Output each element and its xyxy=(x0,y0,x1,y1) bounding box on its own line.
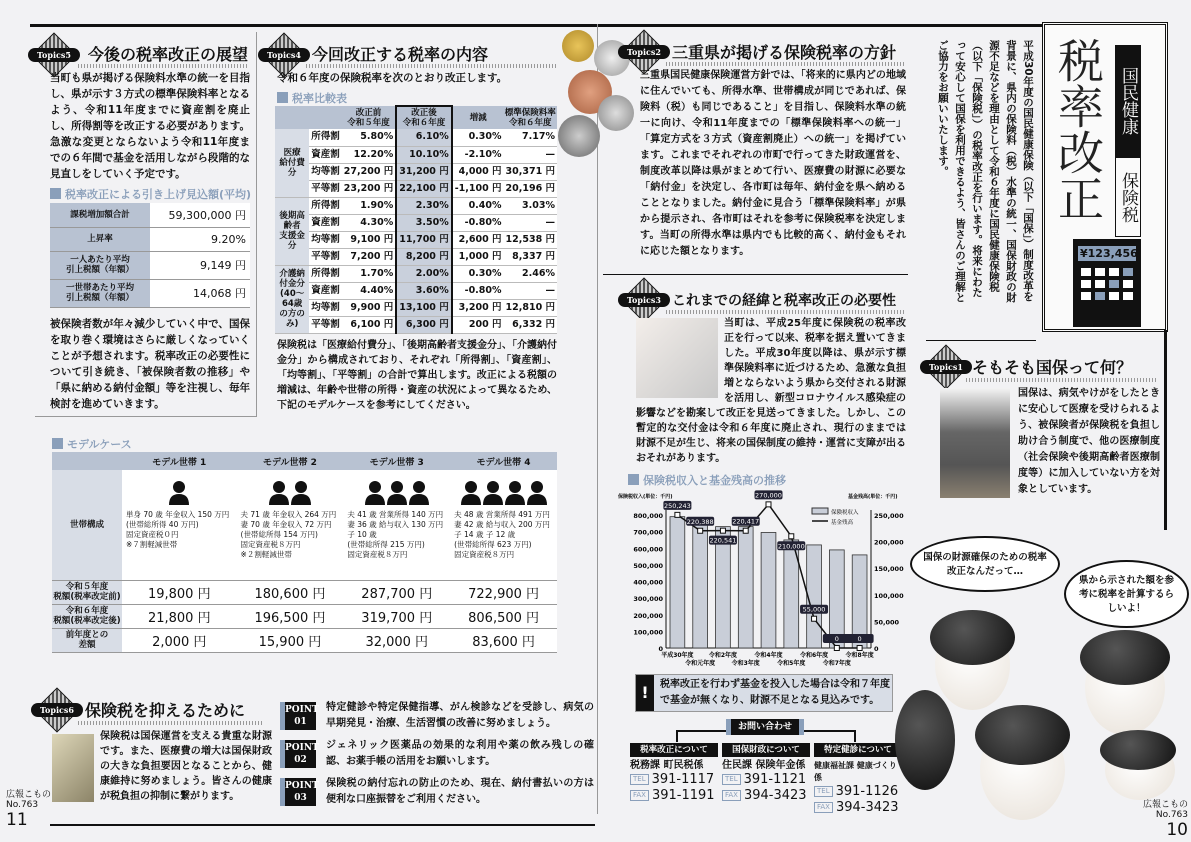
table-cell: — xyxy=(504,214,557,231)
table-cell: 4.40% xyxy=(342,282,396,299)
contact-department: 住民課 保険年金係 xyxy=(722,760,806,771)
table-header xyxy=(275,106,557,129)
group-label: 医療 給付費分 xyxy=(275,129,309,197)
table-cell: 10.10% xyxy=(396,146,451,163)
fund-point xyxy=(857,646,862,651)
masthead-title: 税率改正 xyxy=(1051,37,1105,221)
table-header xyxy=(52,452,557,470)
person-icon xyxy=(460,479,482,505)
column-header: モデル世帯 3 xyxy=(343,452,450,470)
warning-text: 税率改正を行わず基金を投入した場合は令和７年度で基金が無くなり、財源不足となる見込みです。 xyxy=(660,679,890,706)
column-header: 改正前 令和５年度 xyxy=(342,106,396,129)
table-cell: -2.10% xyxy=(452,146,504,163)
person-icon xyxy=(386,479,408,505)
household-icons xyxy=(237,470,344,510)
point-badge xyxy=(280,778,319,806)
table-row xyxy=(275,231,557,248)
tel-icon: TEL xyxy=(630,774,649,785)
household-icons xyxy=(343,470,450,510)
table-cell: 0.30% xyxy=(452,265,504,282)
y-right-tick-label: 150,000 xyxy=(874,565,904,574)
revenue-bar xyxy=(693,520,708,648)
household-description: 夫 48 歳 営業所得 491 万円 妻 42 歳 給与収入 200 万円 子 14 歳 子 12 歳 (世帯総所得 623 万円) 固定資産税８万円 xyxy=(450,510,557,580)
divider xyxy=(603,274,908,275)
table-cell: 6,100 円 xyxy=(342,316,396,333)
table-cell: 7,200 円 xyxy=(342,248,396,265)
y-tick-label: 700,000 xyxy=(633,528,663,537)
tel-icon: TEL xyxy=(722,774,741,785)
row-value: 14,068 円 xyxy=(150,279,250,307)
fund-label: 210,000 xyxy=(777,542,805,551)
fax-number: 394-3423 xyxy=(743,788,807,803)
y-right-tick-label: 0 xyxy=(874,645,879,653)
table-row xyxy=(275,299,557,316)
table-cell: 12.20% xyxy=(342,146,396,163)
table-cell: 3.60% xyxy=(396,282,451,299)
masthead xyxy=(1042,22,1168,332)
topics4-body: 保険税は「医療給付費分」、「後期高齢者支援金分」、「介護納付金分」から構成されており、それぞれ「所得割」、「資産割」、「均等割」、「平等割」の合計で算出します。改正による税額の増減は、年齢や世帯の所得・資産の状況によって異なるため、下記のモデルケースを参考にしてください。 xyxy=(277,340,557,411)
table-cell: — xyxy=(504,282,557,299)
fund-point xyxy=(766,502,771,507)
fax-icon: FAX xyxy=(630,790,649,801)
table-cell: -0.80% xyxy=(452,282,504,299)
y-tick-label: 500,000 xyxy=(633,561,663,570)
table-cell: -1,100 円 xyxy=(452,180,504,197)
topics6-title: 保険税を抑えるために xyxy=(85,701,246,720)
row-label: 前年度との 差額 xyxy=(52,628,122,652)
revenue-bar xyxy=(807,545,822,648)
y-right-tick-label: 250,000 xyxy=(874,512,904,520)
fund-point xyxy=(812,616,817,621)
x-tick-label: 令和3年度 xyxy=(731,660,760,667)
page-number: 11 xyxy=(6,810,28,830)
row-value: 9.20% xyxy=(150,227,250,251)
person-icon xyxy=(364,479,386,505)
y-tick-label: 100,000 xyxy=(633,628,663,637)
contact-heading: 国保財政について xyxy=(722,743,810,757)
table-cell: 2.30% xyxy=(396,197,451,214)
fund-point xyxy=(789,534,794,539)
table-cell: 3,200 円 xyxy=(452,299,504,316)
fund-label: 55,000 xyxy=(802,605,826,614)
table-cell: 2,600 円 xyxy=(452,231,504,248)
table-cell: 21,800 円 xyxy=(122,604,237,628)
table-cell: 83,600 円 xyxy=(450,628,557,652)
topics3-title: これまでの経緯と税率改正の必要性 xyxy=(672,293,896,309)
point-text: 保険税の納付忘れの防止のため、現在、納付書払いの方は便利な口座振替をご利用ください。 xyxy=(326,778,594,805)
increase-row xyxy=(50,251,250,279)
fax-number: 391-1191 xyxy=(651,788,715,803)
increase-row xyxy=(50,203,250,227)
topics5-subtitle: 税率改正による引き上げ見込額(平均) xyxy=(50,186,251,202)
topics6-badge xyxy=(35,688,79,732)
fund-point xyxy=(720,528,725,533)
table-cell: 180,600 円 xyxy=(237,580,344,604)
group-label: 後期高齢者 支援金分 xyxy=(275,197,309,265)
y-tick-label: 300,000 xyxy=(633,595,663,604)
frame-line xyxy=(1164,330,1167,530)
table-row xyxy=(275,146,557,163)
fund-label: 220,388 xyxy=(686,517,714,526)
table-cell: 所得割 xyxy=(309,129,342,146)
table-cell: 平等割 xyxy=(309,180,342,197)
lead-text: 平成30年度の国民健康保険（以下「国保」）制度改革を背景に、県内の保険料（税）水準の統一、国保財政の財源不足などを理由として令和６年度に国民健康保険税（以下「保険税」）の税率改正を行います。将来にわたって安心して国保を利用できるよう、皆さんのご理解とご協力をお願いいたします。 xyxy=(937,40,1034,303)
revenue-bar xyxy=(670,517,685,648)
table-cell: 200 円 xyxy=(452,316,504,333)
y-right-tick-label: 50,000 xyxy=(874,618,900,627)
table-cell: 所得割 xyxy=(309,197,342,214)
table-row xyxy=(275,282,557,299)
issue-number: No.763 xyxy=(6,800,39,810)
table-row xyxy=(275,214,557,231)
point-label: POINT xyxy=(285,705,319,715)
table-cell: 9,100 円 xyxy=(342,231,396,248)
y-tick-label: 0 xyxy=(658,645,663,653)
publication-name: 広報こもの xyxy=(1142,800,1188,810)
point-text: ジェネリック医薬品の効果的な利用や薬の飲み残しの確認、お薬手帳の活用をお願いします。 xyxy=(326,740,594,767)
fax-icon: FAX xyxy=(814,802,833,813)
increase-table xyxy=(50,203,250,308)
table-cell: 6,332 円 xyxy=(504,316,557,333)
table-cell: 1.90% xyxy=(342,197,396,214)
table-cell: 1,000 円 xyxy=(452,248,504,265)
group-label: 介護納付金分 (40～64歳 の方のみ) xyxy=(275,265,309,333)
badge-label: Topics6 xyxy=(31,703,83,717)
tel-number[interactable]: 391-1117 xyxy=(651,772,715,787)
table-cell: 0.30% xyxy=(452,129,504,146)
fund-label: 0 xyxy=(834,635,839,643)
divider xyxy=(926,340,1036,341)
topics1-badge xyxy=(924,345,968,389)
table-cell: 3.50% xyxy=(396,214,451,231)
contact-card xyxy=(814,743,902,816)
topics4-title: 今回改正する税率の内容 xyxy=(312,45,489,64)
fund-point xyxy=(698,528,703,533)
contact-heading: 特定健診について xyxy=(814,743,902,757)
table-cell: 27,200 円 xyxy=(342,163,396,180)
person-icon xyxy=(504,479,526,505)
topics4-intro: 令和６年度の保険税率を次のとおり改正します。 xyxy=(277,72,508,84)
y-axis-label: 保険税収入(単位：千円) xyxy=(618,494,673,500)
table-cell: 均等割 xyxy=(309,299,342,316)
top-rule xyxy=(30,24,1160,27)
issue-number: No.763 xyxy=(1155,810,1188,820)
topics1-body: 国保は、病気やけがをしたときに安心して医療を受けられるよう、被保険者が保険税を負担し助け合う制度で、他の医療制度（社会保険や後期高齢者医療制度等）に加入していない方を対象としています。 xyxy=(1018,388,1160,495)
point-label: POINT xyxy=(285,743,319,753)
badge-label: Topics4 xyxy=(258,48,310,62)
table-cell: 15,900 円 xyxy=(237,628,344,652)
column-header: 増減 xyxy=(452,106,504,129)
y-tick-label: 400,000 xyxy=(633,578,663,587)
speech-bubble-2: 県から示された額を参考に税率を計算するらしいよ！ xyxy=(1064,560,1189,628)
table-cell: 4,000 円 xyxy=(452,163,504,180)
table-cell: 0.40% xyxy=(452,197,504,214)
x-tick-label: 平成30年度 xyxy=(661,652,694,659)
table-cell: 13,100 円 xyxy=(396,299,451,316)
row-label: 一世帯あたり平均 引上税額（年額） xyxy=(50,279,150,307)
chart-title: 保険税収入と基金残高の推移 xyxy=(628,472,786,488)
footer-right xyxy=(1138,800,1188,840)
row-label: 令和５年度 税額(税率改定前) xyxy=(53,582,121,602)
topics5-body: 当町も県が掲げる保険料水準の統一を目指し、県が示す３方式の標準保険料率となるよう、令和11年度までに資産割を廃止し、所得割等を改正する必要があります。急激な変更とならないよう令和11年度までの６年間で基金を活用しながら段階的な見直しをしていく予定です。 xyxy=(50,72,250,180)
topics5-body2: 被保険者数が年々減少していく中で、国保を取り巻く環境はさらに厳しくなっていくことが予想されます。税率改正の必要性について引き続き、「被保険者数の推移」や「県に納める納付金額」等を注視し、毎年検討を進めていきます。 xyxy=(50,318,250,410)
table-cell: 4.30% xyxy=(342,214,396,231)
publication-name: 広報こもの xyxy=(6,790,52,800)
revenue-bar xyxy=(738,527,753,648)
fund-point xyxy=(675,512,680,517)
table-row xyxy=(52,628,557,652)
table-cell: 2.46% xyxy=(504,265,557,282)
table-cell: — xyxy=(504,146,557,163)
table-cell: 1.70% xyxy=(342,265,396,282)
column-header: モデル世帯 4 xyxy=(450,452,557,470)
row-label: 上昇率 xyxy=(50,227,150,251)
household-description: 夫 71 歳 年金収入 264 万円 妻 70 歳 年金収入 72 万円 (世帯総所得 154 万円) 固定資産税８万円 ※２割軽減世帯 xyxy=(237,510,344,580)
crutch-photo xyxy=(940,388,1010,498)
household-description: 単身 70 歳 年金収入 150 万円 (世帯総所得 40 万円) 固定資産税０円 ※７割軽減世帯 xyxy=(122,510,237,580)
point-label: POINT xyxy=(285,781,319,791)
topics2-title: 三重県が掲げる保険税率の方針 xyxy=(672,43,897,62)
fund-label: 250,243 xyxy=(663,501,691,510)
row-label: 世帯構成 xyxy=(52,470,122,580)
point-number: 01 xyxy=(294,717,307,727)
table-cell: 319,700 円 xyxy=(343,604,450,628)
footer-left xyxy=(6,790,51,830)
contact-card xyxy=(630,743,718,804)
person-icon xyxy=(290,479,312,505)
table-cell: 平等割 xyxy=(309,248,342,265)
x-tick-label: 令和4年度 xyxy=(754,652,783,659)
table-row xyxy=(275,197,557,214)
table-cell: 11,700 円 xyxy=(396,231,451,248)
table-cell: 所得割 xyxy=(309,265,342,282)
badge-label: Topics3 xyxy=(618,293,670,307)
contact-department: 健康福祉課 健康づくり係 xyxy=(814,761,897,782)
table-row xyxy=(275,163,557,180)
table-row xyxy=(275,265,557,282)
column-header: 改正後 令和６年度 xyxy=(396,106,451,129)
table-cell: 6,300 円 xyxy=(396,316,451,333)
point-number: 03 xyxy=(294,793,307,803)
table-cell: 均等割 xyxy=(309,231,342,248)
topics6-body: 保険税は国保運営を支える貴重な財源です。また、医療費の増大は国保財政の大きな負担要因となることから、健康維持に努めましょう。皆さんの健康が税負担の抑制に繋がります。 xyxy=(100,731,272,802)
household-description: 夫 41 歳 営業所得 140 万円 妻 36 歳 給与収入 130 万円 子 10 歳 (世帯総所得 215 万円) 固定資産税８万円 xyxy=(343,510,450,580)
table-cell: 資産割 xyxy=(309,146,342,163)
increase-row xyxy=(50,279,250,307)
person-icon xyxy=(526,479,548,505)
y-tick-label: 200,000 xyxy=(633,611,663,620)
x-tick-label: 令和5年度 xyxy=(777,660,806,667)
table-cell: -0.80% xyxy=(452,214,504,231)
x-tick-label: 令和元年度 xyxy=(685,660,716,667)
masthead-side1: 国民健康 xyxy=(1115,45,1141,157)
topics2-body: 三重県国民健康保険運営方針では、「将来的に県内どの地域に住んでいても、所得水準、世帯構成が同じであれば、保険料（税）も同じであること」を目指し、保険料水準の統一に向け、令和11年度までの「標準保険料率への統一」「算定方式を３方式（資産割廃止）への統一」を掲げています。これまでそれぞれの市町で行ってきた財政運営を、制度改革以降は県がまとめて行い、医療費の財源に必要な「納付金」を決定し、各市町は毎年、納付金を県へ納めることとなりました。納付金に見合う「標準保険料率」が県から提示され、各市町はそれを参考に保険税率を決定します。当町の所得水準は県内でも比較的高く、納付金もそれに応じた額となります。 xyxy=(640,70,906,257)
table-row xyxy=(52,510,557,580)
person-icon xyxy=(268,479,290,505)
table-row xyxy=(275,316,557,333)
y-right-tick-label: 200,000 xyxy=(874,538,904,547)
x-tick-label: 令和2年度 xyxy=(708,652,738,659)
fund-point xyxy=(743,528,748,533)
revenue-bar xyxy=(829,550,844,648)
rate-comparison-table xyxy=(275,105,557,334)
fund-point xyxy=(834,646,839,651)
y-tick-label: 800,000 xyxy=(633,512,663,520)
calculator-icon xyxy=(1073,239,1141,327)
revenue-fund-chart xyxy=(616,488,904,673)
tel-number[interactable]: 391-1121 xyxy=(743,772,807,787)
medicine-photo xyxy=(52,734,94,802)
badge-label: Topics2 xyxy=(618,45,670,59)
contact-title: お問い合わせ xyxy=(726,719,804,735)
tel-number[interactable]: 391-1126 xyxy=(835,784,899,799)
table-cell: 7.17% xyxy=(504,129,557,146)
table-cell: 2.00% xyxy=(396,265,451,282)
legend-label: 保険税収入 xyxy=(831,510,859,516)
x-tick-label: 令和6年度 xyxy=(799,652,829,659)
row-value: 9,149 円 xyxy=(150,251,250,279)
table-row xyxy=(52,580,557,604)
household-icons xyxy=(122,470,237,510)
person-icon xyxy=(168,479,190,505)
x-tick-label: 令和7年度 xyxy=(822,660,851,667)
rate-table-subtitle: 税率比較表 xyxy=(277,90,347,106)
row-label: 一人あたり平均 引上税額（年額） xyxy=(50,251,150,279)
table-row xyxy=(52,470,557,510)
table-cell: 31,200 円 xyxy=(396,163,451,180)
topics1-title: そもそも国保って何？ xyxy=(972,358,1133,377)
contact-heading: 税率改正について xyxy=(630,743,718,757)
contact-department: 税務課 町民税係 xyxy=(630,760,704,771)
table-cell: 23,200 円 xyxy=(342,180,396,197)
y-axis-right-label: 基金残高(単位：千円) xyxy=(848,494,898,500)
y-right-tick-label: 100,000 xyxy=(874,591,904,600)
table-cell: 8,337 円 xyxy=(504,248,557,265)
point-number: 02 xyxy=(294,755,307,765)
column-header: 標準保険料率 令和６年度 xyxy=(504,107,556,128)
table-cell: 32,000 円 xyxy=(343,628,450,652)
table-cell: 12,538 円 xyxy=(504,231,557,248)
calculator-display: ¥123,456 xyxy=(1080,247,1138,260)
point-badge xyxy=(280,740,319,768)
topics3-body xyxy=(636,316,906,466)
column-header: モデル世帯 2 xyxy=(237,452,344,470)
revenue-bar xyxy=(761,532,776,648)
table-cell: 806,500 円 xyxy=(450,604,557,628)
table-row xyxy=(275,129,557,146)
table-cell: 196,500 円 xyxy=(237,604,344,628)
household-icons xyxy=(450,470,557,510)
speech-bubble-1: 国保の財源確保のための税率改正なんだって… xyxy=(910,536,1060,592)
x-tick-label: 令和8年度 xyxy=(845,652,874,659)
fund-label: 270,000 xyxy=(755,491,782,500)
tel-icon: TEL xyxy=(814,786,833,797)
table-row xyxy=(52,604,557,628)
bottom-rule xyxy=(50,824,595,826)
fund-label: 220,541 xyxy=(709,536,737,545)
contact-card xyxy=(722,743,810,804)
legend-bar-swatch xyxy=(812,508,828,514)
page-number: 10 xyxy=(1166,820,1188,840)
fund-label: 220,417 xyxy=(732,517,760,526)
table-cell: 資産割 xyxy=(309,282,342,299)
increase-row xyxy=(50,227,250,251)
model-case-subtitle: モデルケース xyxy=(52,436,132,452)
point-text: 特定健診や特定保健指導、がん検診などを受診し、病気の早期発見・治療、生活習慣の改善に努めましょう。 xyxy=(326,702,594,729)
person-icon xyxy=(482,479,504,505)
table-cell: 3.03% xyxy=(504,197,557,214)
table-cell: 19,800 円 xyxy=(122,580,237,604)
warning-box xyxy=(635,674,893,712)
y-tick-label: 600,000 xyxy=(633,545,663,554)
table-cell: 6.10% xyxy=(396,129,451,146)
table-cell: 資産割 xyxy=(309,214,342,231)
table-cell: 20,196 円 xyxy=(504,180,557,197)
table-cell: 2,000 円 xyxy=(122,628,237,652)
fax-icon: FAX xyxy=(722,790,741,801)
person-icon xyxy=(408,479,430,505)
table-row xyxy=(275,180,557,197)
table-cell: 722,900 円 xyxy=(450,580,557,604)
table-cell: 30,371 円 xyxy=(504,163,557,180)
table-cell: 5.80% xyxy=(342,129,396,146)
warning-icon: ! xyxy=(636,675,654,711)
table-row xyxy=(275,248,557,265)
table-cell: 22,100 円 xyxy=(396,180,451,197)
legend-label: 基金残高 xyxy=(831,520,854,526)
column-header: モデル世帯 1 xyxy=(122,452,237,470)
topics3-text: 当町は、平成25年度に保険税の税率改正を行って以来、税率を据え置いてきました。平成30年度以降は、県が示す標準保険料率に近づけるため、急激な負担増とならないよう県から交付される財源を活用し、新型コロナウイルス感染症の影響などを勘案して改正を見送ってきました。しかし、この暫定的な交付金は令和６年度に廃止され、現行のままでは財源不足が生じ、将来の国保制度の維持・運営に支障が出るおそれがあります。 xyxy=(636,318,906,464)
table-cell: 287,700 円 xyxy=(343,580,450,604)
table-cell: 8,200 円 xyxy=(396,248,451,265)
fund-label: 0 xyxy=(857,635,862,643)
badge-label: Topics1 xyxy=(920,360,972,374)
fax-number: 394-3423 xyxy=(835,800,899,815)
model-case-table xyxy=(52,452,557,653)
table-cell: 12,810 円 xyxy=(504,299,557,316)
topics5-title: 今後の税率改正の展望 xyxy=(88,45,249,64)
masthead-side2: 保険税 xyxy=(1115,157,1141,237)
table-cell: 均等割 xyxy=(309,163,342,180)
row-label: 課税増加額合計 xyxy=(50,203,150,227)
table-cell: 9,900 円 xyxy=(342,299,396,316)
badge-label: Topics5 xyxy=(28,48,80,62)
point-badge xyxy=(280,702,319,730)
table-cell: 平等割 xyxy=(309,316,342,333)
row-value: 59,300,000 円 xyxy=(150,203,250,227)
row-label: 令和６年度 税額(税率改定後) xyxy=(53,606,121,626)
revenue-bar xyxy=(716,527,731,648)
